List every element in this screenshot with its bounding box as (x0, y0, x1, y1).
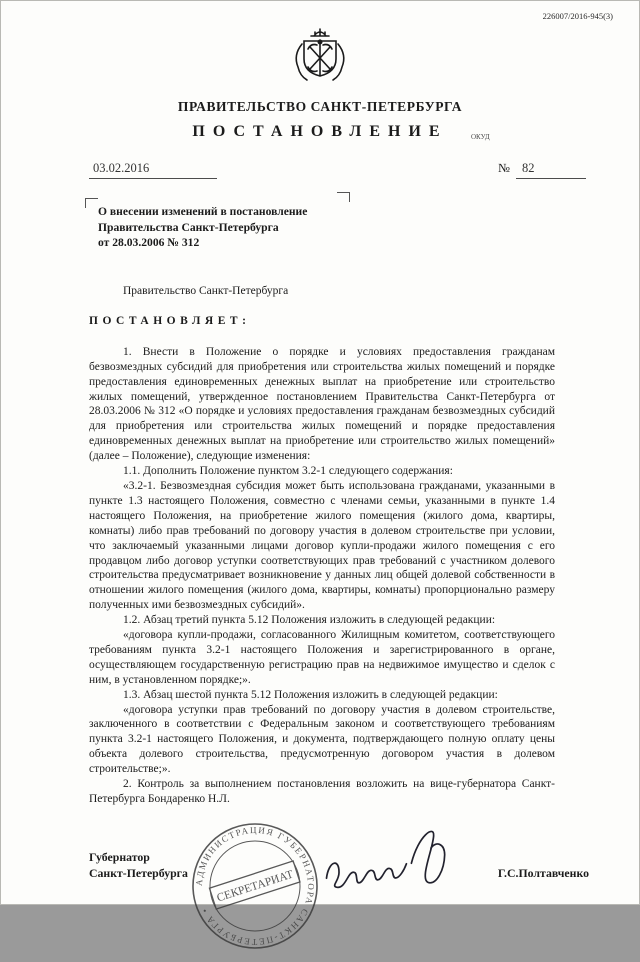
org-name: ПРАВИТЕЛЬСТВО САНКТ-ПЕТЕРБУРГА (177, 99, 463, 114)
signer-position-line2: Санкт-Петербурга (89, 865, 188, 880)
signer-position-line1: Губернатор (89, 850, 150, 864)
stamp-ring-text: АДМИНИСТРАЦИЯ ГУБЕРНАТОРА САНКТ-ПЕТЕРБУРГА • (193, 824, 317, 948)
paragraph-1: 1. Внести в Положение о порядке и условиях предоставления гражданам безвозмездных субсидий для приобретения или строительства жилых помещений и порядке предоставления единовременных денежных выплат на приобретение или строительство жилых помещений, утвержденное постановлением Правительства Санкт-Петербурга от 28.03.2006 № 312 «О порядке и условиях предоставления гражданам безвозмездных субсидий для приобретения или строительства жилых помещений и порядке предоставления единовременных денежных выплат на приобретение или строительство жилых помещений» (далее – Положение), следующие изменения: (89, 345, 555, 463)
doc-date: 03.02.2016 (89, 161, 217, 179)
resolves-heading: ПОСТАНОВЛЯЕТ: (89, 314, 251, 327)
paragraph-quote-3-2-1: «3.2-1. Безвозмездная субсидия может быть использована гражданами, указанными в пункте 1.3 настоящего Положения, совместно с членами семьи, указанными в пункте 1.4 настоящего Положения, на приобретение жилого помещения (жилого дома, квартиры, комнаты) либо прав требований по договору участия в долевом строительстве при условии, что заключаемый указанными лицами договор купли-продажи жилого помещения с его продавцом либо договор уступки соответствующих прав требований с участником долевого строительства предусматривает возникновение у данных лиц общей долевой собственности в отношении жилого помещения (жилого дома, квартиры, комнаты) пропорционально размеру полученных ими безвозмездных субсидий». (89, 479, 555, 612)
coat-of-arms-icon (288, 27, 352, 94)
paragraph-1-2: 1.2. Абзац третий пункта 5.12 Положения изложить в следующей редакции: (123, 614, 496, 627)
doc-title-line1: О внесении изменений в постановление (98, 205, 308, 218)
signer-position (89, 850, 188, 881)
handwritten-signature (313, 811, 476, 910)
signer-name: Г.С.Полтавченко (497, 866, 589, 880)
doc-title (98, 204, 356, 251)
paragraph-quote-5-12-sixth: «договора уступки прав требований по договору участия в долевом строительстве, заключенного в соответствии с Федеральным законом и соответствующего требованиям пункта 3.2-1 настоящего Положения, и документа, подтверждающего полную оплату цены объекта долевого строительства, предусмотренную договором участия в долевом строительстве;». (89, 703, 555, 776)
paragraph-quote-5-12-third: «договора купли-продажи, согласованного Жилищным комитетом, соответствующего требованиям пункта 3.2-1 настоящего Положения и зарегистрированного в органе, осуществляющем государственную регистрацию прав на недвижимое имущество и сделок с ним, в установленном порядке;». (89, 629, 555, 686)
doc-type-title: ПОСТАНОВЛЕНИЕ (192, 123, 448, 140)
doc-number: 82 (516, 161, 586, 179)
round-stamp-seal (184, 815, 326, 962)
paragraph-1-1: 1.1. Дополнить Положение пунктом 3.2-1 следующего содержания: (123, 465, 453, 478)
stamp-center-text: СЕКРЕТАРИАТ (215, 868, 295, 905)
doc-title-line2: Правительства Санкт-Петербурга (98, 220, 279, 234)
number-sign: № (498, 161, 510, 175)
paragraph-2-control: 2. Контроль за выполнением постановления возложить на вице-губернатора Санкт-Петербурга Бондаренко Н.Л. (89, 778, 555, 805)
doc-title-line3: от 28.03.2006 № 312 (98, 236, 200, 249)
corner-mark-top-right (337, 192, 350, 202)
document-body (89, 284, 555, 807)
doc-number-group (498, 161, 586, 179)
registry-number: 226007/2016-945(3) (542, 11, 613, 21)
form-code: ОКУД (471, 133, 490, 141)
intro-line: Правительство Санкт-Петербурга (123, 285, 289, 297)
paragraph-1-3: 1.3. Абзац шестой пункта 5.12 Положения изложить в следующей редакции: (123, 688, 498, 701)
corner-mark-top-left (85, 198, 98, 208)
